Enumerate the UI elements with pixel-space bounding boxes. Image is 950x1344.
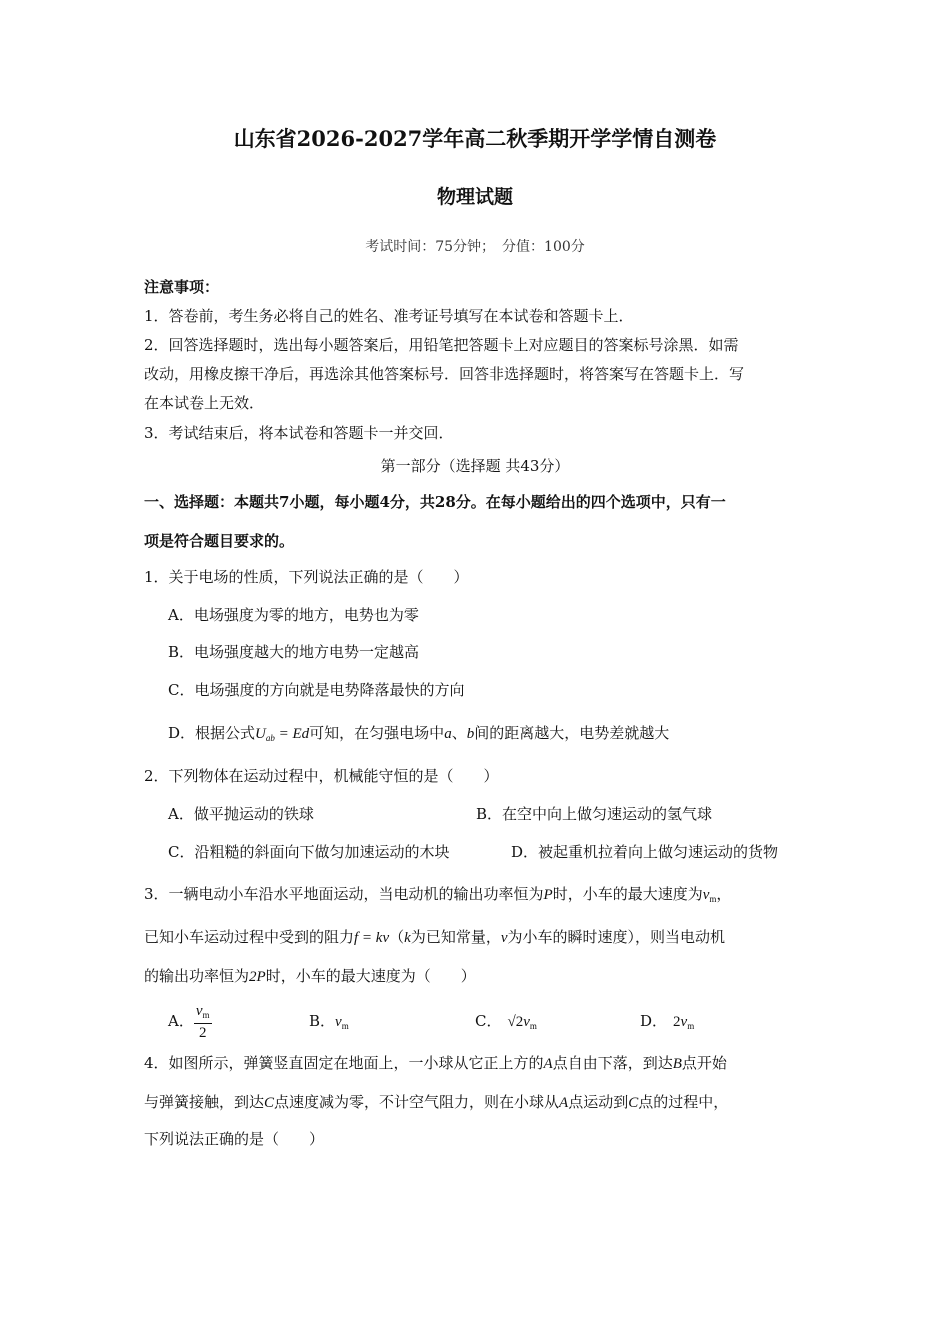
q1-d-post: 间的距离越大，电势差就越大 (474, 724, 670, 742)
subject-title: 物理试题 (436, 186, 513, 208)
formula-2p: 2P (249, 969, 266, 985)
notes-heading: 注意事项： (144, 278, 220, 296)
q4-text: 点自由下落，到达 (552, 1054, 673, 1072)
note-item: 1．答卷前，考生务必将自己的姓名、准考证号填写在本试卷和答题卡上． (144, 307, 634, 325)
point-b: B (672, 1056, 682, 1072)
point-c: C (264, 1095, 275, 1111)
var-v: v (523, 1014, 530, 1030)
q3-line3 (144, 965, 476, 988)
sub-m: m (529, 1021, 537, 1031)
q3-text: 时，小车的最大速度为（ ） (265, 967, 476, 985)
part1-title: 第一部分（选择题 共43分） (380, 457, 570, 475)
q4-line2 (144, 1091, 728, 1114)
q3-option-c (475, 1010, 537, 1037)
q3-text: 为小车的瞬时速度），则当电动机 (507, 928, 726, 946)
q3-line1 (144, 883, 731, 910)
point-c: C (628, 1095, 639, 1111)
sqrt-2: √2 (507, 1014, 524, 1030)
note-item: 3．考试结束后，将本试卷和答题卡一并交回． (144, 424, 454, 442)
section-instructions-line1: 一、选择题：本题共7小题，每小题4分，共28分。在每小题给出的四个选项中，只有一 (144, 493, 726, 511)
q4-text: 点运动到 (568, 1093, 629, 1111)
q3-text: （ (389, 928, 405, 946)
q1-option-d (168, 722, 669, 749)
var-k: k (404, 930, 411, 946)
q1-stem: 1．关于电场的性质，下列说法正确的是（ ） (144, 568, 469, 586)
var-p: P (543, 887, 553, 903)
note-item: 在本试卷上无效． (144, 394, 265, 412)
denominator: 2 (198, 1024, 207, 1041)
q3-option-d (640, 1010, 694, 1037)
sub-m: m (687, 1021, 695, 1031)
option-label: C． (475, 1012, 502, 1030)
note-item: 改动，用橡皮擦干净后，再选涂其他答案标号．回答非选择题时，将答案写在答题卡上．写 (144, 365, 745, 383)
q2-option-b: B．在空中向上做匀速运动的氢气球 (476, 805, 713, 823)
q3-text: 的输出功率恒为 (144, 967, 250, 985)
option-label: D． (640, 1012, 668, 1030)
q2-option-d: D．被起重机拉着向上做匀速运动的货物 (511, 843, 779, 861)
var-b: b (466, 726, 475, 742)
q3-text: ， (716, 885, 732, 903)
var-v: v (195, 1002, 203, 1019)
q3-text: 时，小车的最大速度为 (552, 885, 703, 903)
q4-line3: 下列说法正确的是（ ） (144, 1130, 325, 1148)
q2-option-c: C．沿粗糙的斜面向下做匀加速运动的木块 (168, 843, 450, 861)
separator: 、 (451, 724, 467, 742)
var-v: v (500, 930, 508, 946)
formula-u: U (255, 726, 266, 742)
q3-line2 (144, 926, 725, 949)
q3-text: 为已知常量， (410, 928, 501, 946)
note-item: 2．回答选择题时，选出每小题答案后，用铅笔把答题卡上对应题目的答案标号涂黑．如需 (144, 336, 739, 354)
q1-option-c: C．电场强度的方向就是电势降落最快的方向 (168, 681, 465, 699)
q4-text: 点开始 (681, 1054, 727, 1072)
fraction (194, 1003, 212, 1042)
q3-text: 3．一辆电动小车沿水平地面运动，当电动机的输出功率恒为 (144, 885, 544, 903)
q4-text: 4．如图所示，弹簧竖直固定在地面上，一小球从它正上方的 (144, 1054, 544, 1072)
option-label: B． (309, 1012, 336, 1030)
q3-text: 已知小车运动过程中受到的阻力 (144, 928, 355, 946)
q4-text: 与弹簧接触，到达 (144, 1093, 265, 1111)
sub-m: m (341, 1021, 349, 1031)
q2-stem: 2．下列物体在运动过程中，机械能守恒的是（ ） (144, 767, 499, 785)
point-a: A (559, 1095, 569, 1111)
q4-text: 点速度减为零，不计空气阻力，则在小球从 (274, 1093, 560, 1111)
sub-m: m (709, 894, 717, 904)
formula-sub-ab: ab (265, 733, 275, 743)
section-instructions-line2: 项是符合题目要求的。 (144, 532, 295, 550)
option-label: A． (168, 1012, 194, 1030)
exam-info: 考试时间：75分钟； 分值：100分 (365, 239, 585, 255)
q4-text: 点的过程中， (638, 1093, 729, 1111)
q1-option-b: B．电场强度越大的地方电势一定越高 (168, 643, 420, 661)
q3-option-b (309, 1010, 349, 1037)
q1-option-a: A．电场强度为零的地方，电势也为零 (168, 606, 419, 624)
var-a: a (444, 726, 452, 742)
exam-title: 山东省2026-2027学年高二秋季期开学学情自测卷 (233, 126, 717, 151)
var-v: v (680, 1014, 688, 1030)
point-a: A (543, 1056, 553, 1072)
sub-m: m (202, 1009, 210, 1020)
q1-d-mid: 可知，在匀强电场中 (309, 724, 445, 742)
var-v: v (702, 887, 710, 903)
q4-line1 (144, 1052, 727, 1075)
var-v: v (335, 1014, 342, 1030)
coefficient: 2 (673, 1014, 681, 1030)
q1-d-prefix: D．根据公式 (168, 724, 256, 742)
q2-option-a: A．做平抛运动的铁球 (168, 805, 314, 823)
q3-option-a (168, 1002, 212, 1042)
formula-ed: = Ed (274, 726, 310, 742)
formula-f-kv: f = kv (354, 930, 390, 946)
